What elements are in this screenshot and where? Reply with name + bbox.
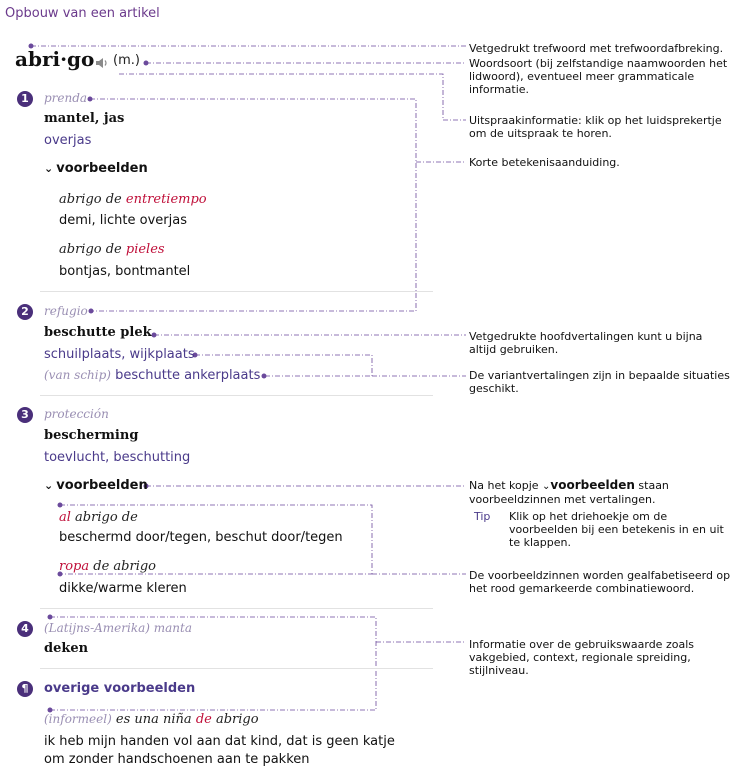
sense-variants-2: schuilplaats, wijkplaats [44,347,195,362]
sense-indicator-2: refugio [44,304,88,318]
example-3-2: ropa de abrigo [59,559,156,574]
pilcrow-icon: ¶ [17,681,33,697]
example-1-1: abrigo de entretiempo [59,192,207,207]
annotation-combi: De voorbeeldzinnen worden gealfabetiseerd op het rood gemarkeerde combinatiewoord. [469,569,731,595]
sense-separator [40,291,433,292]
sense-separator [40,668,433,669]
dot-indicator-2 [89,309,94,314]
sense-variant-extra-2: (van schip) beschutte ankerplaats [44,368,261,383]
dot-grammar [144,61,149,66]
sense-indicator-3: protección [44,407,109,421]
combi-word: ropa [59,559,90,574]
annotation-headword: Vetgedrukt trefwoord met trefwoordafbreking. [469,42,724,55]
dot-translation [152,333,157,338]
example-translation-3-1: beschermd door/tegen, beschut door/tegen [59,530,343,545]
annotation-grammar: Woordsoort (bij zelfstandige naamwoorden het lidwoord), eventueel meer grammaticale informatie. [469,57,728,96]
chevron-down-icon: ⌄ [44,162,54,175]
sense-indicator-4: (Latijns-Amerika) manta [44,621,193,635]
tip-text: Klik op het driehoekje om de voorbeelden bij een betekenis in en uit te klappen. [509,510,724,549]
other-example-translation-line-2: om zonder handschoenen aan te pakken [44,752,310,767]
annotation-usage: Informatie over de gebruikswaarde zoals vakgebied, context, regionale spreiding, stijlniveau. [469,638,694,677]
examples-toggle-1[interactable]: ⌄ voorbeelden [44,161,148,176]
sense-number-2: 2 [17,304,33,320]
headword: abri·go [15,47,95,71]
example-1-2: abrigo de pieles [59,242,165,257]
annotation-examples: Na het kopje ⌄voorbeelden staan voorbeeldzinnen met vertalingen. [469,478,669,506]
example-translation-3-2: dikke/warme kleren [59,581,187,596]
other-examples-label: overige voorbeelden [44,681,196,696]
sense-indicator-1: prenda [44,91,88,105]
combi-word: de [195,712,212,727]
example-translation-1-1: demi, lichte overjas [59,213,187,228]
example-translation-1-2: bontjas, bontmantel [59,264,191,279]
annotation-indicator: Korte betekenisaanduiding. [469,156,620,169]
combi-word: entretiempo [125,192,207,207]
sense-variants-3: toevlucht, beschutting [44,450,191,465]
combi-word: al [59,510,71,525]
chevron-down-icon: ⌄ [542,481,551,492]
sense-variants-1: overjas [44,133,92,148]
dot-variant-extra [262,374,267,379]
annotation-pronunciation: Uitspraakinformatie: klik op het luidsprekertje om de uitspraak te horen. [469,114,722,140]
sense-translation-4: deken [44,641,89,656]
dot-indicator-1 [88,97,93,102]
page-title: Opbouw van een artikel [5,6,160,21]
dot-combi-1 [58,503,63,508]
speaker-icon[interactable] [95,55,109,69]
other-example: (informeel) es una niña de abrigo [44,712,259,727]
combi-word: pieles [125,242,165,257]
sense-number-1: 1 [17,91,33,107]
sense-separator [40,395,433,396]
other-example-translation-line-1: ik heb mijn handen vol aan dat kind, dat is geen katje [44,734,395,749]
examples-toggle-3[interactable]: ⌄ voorbeelden [44,478,148,493]
sense-translation-2: beschutte plek [44,325,152,340]
annotation-variants: De variantvertalingen zijn in bepaalde situaties geschikt. [469,369,730,395]
sense-translation-1: mantel, jas [44,111,125,126]
annotation-translation: Vetgedrukte hoofdvertalingen kunt u bijna altijd gebruiken. [469,330,703,356]
sense-separator [40,608,433,609]
sense-translation-3: bescherming [44,428,139,443]
grammar-info: (m.) [113,53,140,68]
sense-number-4: 4 [17,621,33,637]
dot-usage-1 [48,615,53,620]
tip-label: Tip [474,510,491,523]
leader-pronunciation [119,74,466,120]
chevron-down-icon: ⌄ [44,479,54,492]
example-3-1: al abrigo de [59,510,138,525]
sense-number-3: 3 [17,407,33,423]
